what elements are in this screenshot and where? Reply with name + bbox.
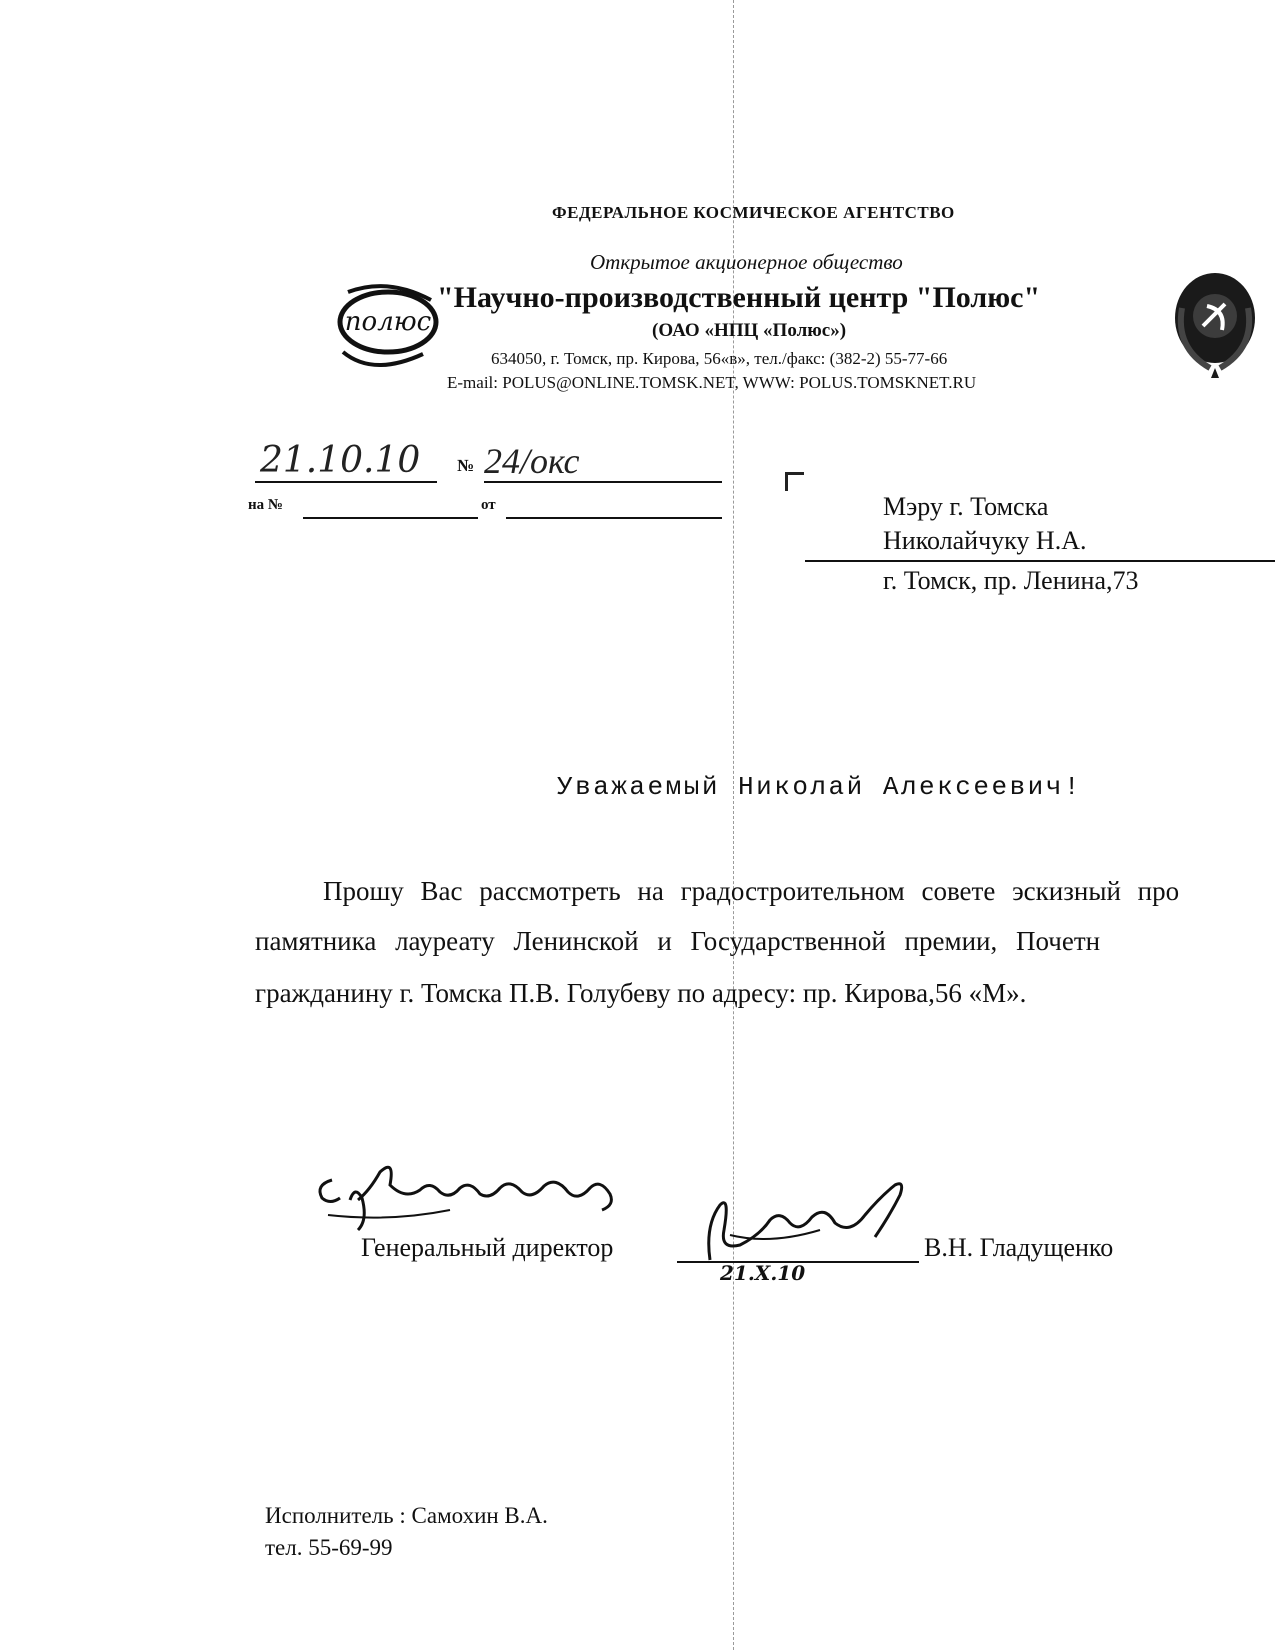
recipient-address: г. Томск, пр. Ленина,73	[883, 566, 1139, 595]
org-contacts: E-mail: POLUS@ONLINE.TOMSK.NET, WWW: POLUS.TOMSKNET.RU	[447, 373, 977, 392]
recipient-position: Мэру г. Томска	[883, 492, 1049, 521]
signature-date: 21.X.10	[720, 1261, 806, 1285]
ref-number-label: на №	[248, 497, 283, 513]
number-label: №	[457, 456, 475, 475]
signer-title: Генеральный директор	[361, 1233, 614, 1262]
recipient-underline	[805, 560, 1275, 562]
org-short-name: (ОАО «НПЦ «Полюс»)	[652, 320, 847, 341]
ref-number-line	[303, 517, 478, 519]
org-address: 634050, г. Томск, пр. Кирова, 56«в», тел./факс: (382-2) 55-77-66	[491, 349, 948, 368]
number-underline	[484, 481, 722, 483]
registration-number: 24/окс	[484, 441, 580, 481]
registration-date: 21.10.10	[260, 440, 421, 481]
polus-logo	[333, 282, 443, 377]
date-underline	[255, 481, 437, 483]
body-line-3: гражданину г. Томска П.В. Голубеву по адресу: пр. Кирова,56 «М».	[255, 978, 1027, 1008]
emblem-icon	[1170, 268, 1260, 383]
address-corner-mark	[785, 472, 804, 491]
agency-name: ФЕДЕРАЛЬНОЕ КОСМИЧЕСКОЕ АГЕНТСТВО	[552, 203, 955, 222]
closing-handwriting	[310, 1160, 650, 1235]
fold-line	[733, 0, 734, 1650]
executor-phone: тел. 55-69-99	[265, 1535, 393, 1560]
org-name: "Научно-производственный центр "Полюс"	[437, 281, 1041, 314]
ref-date-line	[506, 517, 722, 519]
logo-text: полюс	[344, 307, 432, 337]
body-line-1: Прошу Вас рассмотреть на градостроительном совете эскизный про	[323, 876, 1180, 906]
org-type: Открытое акционерное общество	[590, 250, 903, 274]
salutation: Уважаемый Николай Алексеевич!	[557, 772, 1082, 802]
body-line-2: памятника лауреату Ленинской и Государственной премии, Почетн	[255, 926, 1101, 956]
recipient-name: Николайчуку Н.А.	[883, 526, 1087, 555]
director-signature	[690, 1175, 930, 1285]
signer-name: В.Н. Гладущенко	[924, 1233, 1114, 1262]
executor-name: Исполнитель : Самохин В.А.	[265, 1503, 548, 1528]
ref-from-label: от	[481, 497, 496, 513]
